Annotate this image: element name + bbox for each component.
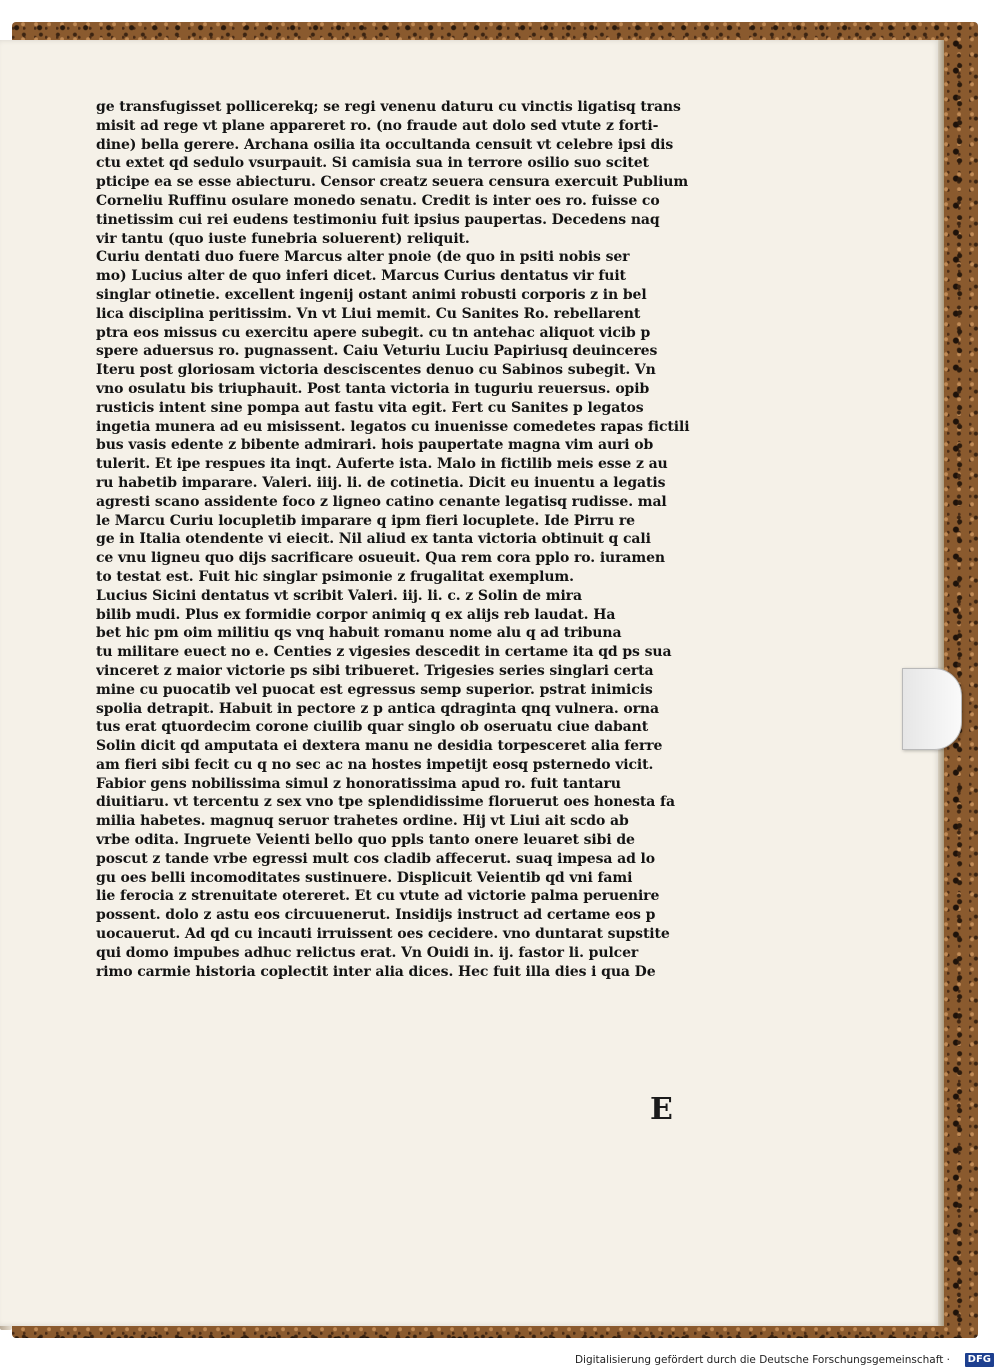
text-line: misit ad rege vt plane appareret ro. (no fraude aut dolo sed vtute z forti- (96, 117, 659, 134)
text-line: ge in Italia otendente vi eiecit. Nil aliud ex tanta victoria obtinuit q cali (96, 531, 651, 548)
text-line: vir tantu (quo iuste funebria soluerent) reliquit. (96, 230, 470, 247)
text-line: lie ferocia z strenuitate otereret. Et cu vtute ad victorie palma peruenire (96, 888, 660, 905)
text-line: singlar otinetie. excellent ingenij ostant animi robusti corporis z in bel (96, 286, 647, 303)
text-line: vrbe odita. Ingruete Veienti bello quo ppls tanto onere leuaret sibi de (96, 832, 635, 849)
text-line: tus erat qtuordecim corone ciuilib quar singlo ob oseruatu ciue dabant (96, 719, 649, 736)
text-line: Fabior gens nobilissima simul z honoratissima apud ro. fuit tantaru (96, 775, 621, 792)
text-line: Solin dicit qd amputata ei dextera manu ne desidia torpesceret alia ferre (96, 738, 663, 755)
text-line: ce vnu ligneu quo dijs sacrificare osueuit. Qua rem cora pplo ro. iuramen (96, 550, 665, 567)
text-line: rimo carmie historia coplectit inter alia dices. Hec fuit illa dies i qua De (96, 963, 656, 980)
dfg-logo: DFG (965, 1353, 994, 1367)
text-line: diuitiaru. vt tercentu z sex vno tpe splendidissime floruerut oes honesta fa (96, 794, 675, 811)
page-text (96, 98, 736, 981)
text-line: tinetissim cui rei eudens testimoniu fuit ipsius paupertas. Decedens naq (96, 211, 660, 228)
text-line: lica disciplina peritissim. Vn vt Liui memit. Cu Sanites Ro. rebellarent (96, 305, 641, 322)
text-line: spere aduersus ro. pugnassent. Caiu Veturiu Luciu Papiriusq deuinceres (96, 343, 658, 360)
text-line: gu oes belli incomoditates sustinuere. Displicuit Veientib qd vni fami (96, 869, 633, 886)
page-clip-tab (902, 668, 962, 750)
text-line: milia habetes. magnuq seruor trahetes ordine. Hij vt Liui ait scdo ab (96, 813, 629, 830)
text-line: Iteru post gloriosam victoria desciscentes denuo cu Sabinos subegit. Vn (96, 362, 656, 379)
text-line: bet hic pm oim militiu qs vnq habuit romanu nome alu q ad tribuna (96, 625, 622, 642)
text-line: possent. dolo z astu eos circuuenerut. Insidijs instruct ad certame eos p (96, 907, 656, 924)
text-line: am fieri sibi fecit cu q no sec ac na hostes impetijt eosq psternedo vicit. (96, 756, 654, 773)
text-line: to testat est. Fuit hic singlar psimonie z frugalitat exemplum. (96, 568, 574, 585)
text-line: ge transfugisset pollicerekq; se regi venenu daturu cu vinctis ligatisq trans (96, 99, 681, 115)
text-line: ctu extet qd sedulo vsurpauit. Si camisia sua in terrore osilio suo scitet (96, 155, 649, 172)
text-line: mo) Lucius alter de quo inferi dicet. Marcus Curius dentatus vir fuit (96, 268, 626, 285)
catchword: E (650, 1092, 673, 1127)
text-line: bilib mudi. Plus ex formidie corpor animiq q ex alijs reb laudat. Ha (96, 606, 616, 623)
text-line: Lucius Sicini dentatus vt scribit Valeri. iij. li. c. z Solin de mira (96, 587, 582, 604)
text-line: pticipe ea se esse abiecturu. Censor creatz seuera censura exercuit Publium (96, 174, 689, 191)
text-line: vno osulatu bis triuphauit. Post tanta victoria in tuguriu reuersus. opib (96, 380, 650, 397)
text-line: ptra eos missus cu exercitu apere subegit. cu tn antehac aliquot vicib p (96, 324, 651, 341)
text-line: bus vasis edente z bibente admirari. hois paupertate magna vim auri ob (96, 437, 654, 454)
text-line: poscut z tande vrbe egressi mult cos cladib affecerut. suaq impesa ad lo (96, 850, 656, 867)
text-line: spolia detrapit. Habuit in pectore z p antica qdraginta qnq vulnera. orna (96, 700, 659, 717)
footer-bar (0, 1352, 1000, 1369)
text-line: tulerit. Et ipe respues ita inqt. Auferte ista. Malo in fictilib meis esse z au (96, 456, 668, 473)
text-line: vinceret z maior victorie ps sibi tribueret. Trigesies series singlari certa (96, 662, 654, 679)
text-line: uocauerut. Ad qd cu incauti irruissent oes cecidere. vno duntarat supstite (96, 926, 670, 943)
text-line: agresti scano assidente foco z ligneo catino cenante legatisq rudisse. mal (96, 493, 667, 510)
text-line: dine) bella gerere. Archana osilia ita occultanda censuit vt celebre ipsi dis (96, 136, 674, 153)
text-line: tu militare euect no e. Centies z vigesies descedit in certame ita qd ps sua (96, 644, 672, 661)
text-line: Curiu dentati duo fuere Marcus alter pnoie (de quo in psiti nobis ser (96, 249, 630, 266)
text-line: Corneliu Ruffinu osulare monedo senatu. Credit is inter oes ro. fuisse co (96, 192, 660, 209)
text-line: ingetia munera ad eu misissent. legatos cu inuenisse comedetes rapas fictili (96, 418, 690, 435)
funding-notice: Digitalisierung gefördert durch die Deutsche Forschungsgemeinschaft · (574, 1354, 950, 1366)
text-line: qui domo impubes adhuc relictus erat. Vn Ouidi in. ij. fastor li. pulcer (96, 944, 639, 961)
text-line: mine cu puocatib vel puocat est egressus semp superior. pstrat inimicis (96, 681, 653, 698)
text-line: rusticis intent sine pompa aut fastu vita egit. Fert cu Sanites p legatos (96, 399, 644, 416)
text-line: ru habetib imparare. Valeri. iiij. li. de cotinetia. Dicit eu inuentu a legatis (96, 474, 666, 491)
text-line: le Marcu Curiu locupletib imparare q ipm fieri locuplete. Ide Pirru re (96, 512, 635, 529)
